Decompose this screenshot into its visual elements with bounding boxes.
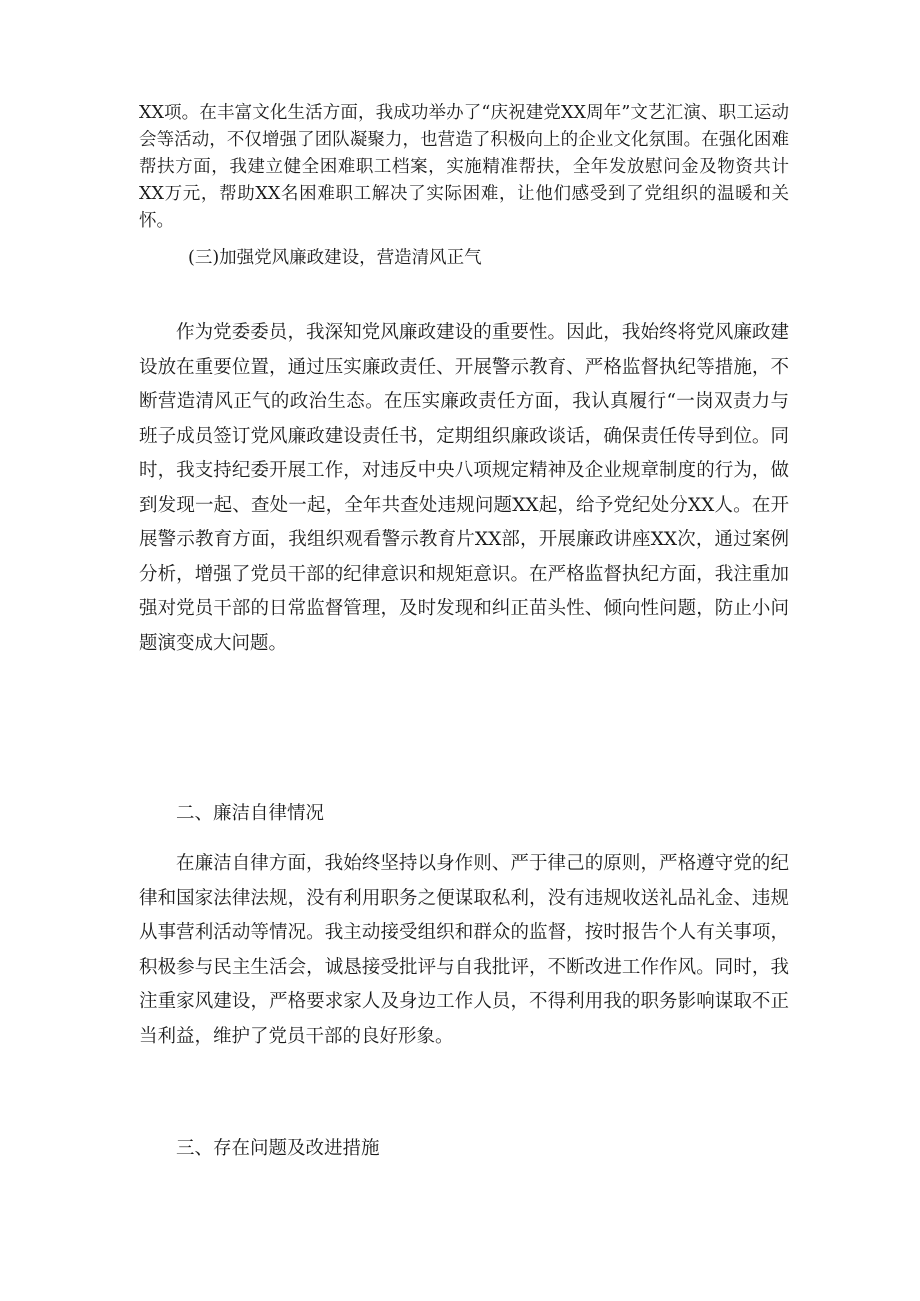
paragraph-self-discipline: 在廉洁自律方面，我始终坚持以身作则、严于律己的原则，严格遵守党的纪律和国家法律法规，没有利用职务之便谋取私利，没有违规收送礼品礼金、违规从事营利活动等情况。我主动接受组织和群众的监督，按时报告个人有关事项，积极参与民主生活会，诚恳接受批评与自我批评，不断改进工作作风。同时，我注重家风建设，严格要求家人及身边工作人员，不得利用我的职务影响谋取不正当利益，维护了党员干部的良好形象。 xyxy=(139,853,789,1047)
paragraph-intro: XX项。在丰富文化生活方面，我成功举办了“庆祝建党XX周年”文艺汇演、职工运动会等活动，不仅增强了团队凝聚力，也营造了积极向上的企业文化氛围。在强化困难帮扶方面，我建立健全困难职工档案，实施精准帮扶，全年发放慰问金及物资共计XX万元，帮助XX名困难职工解决了实际困难，让他们感受到了党组织的温暖和关怀。 xyxy=(139,103,789,231)
subheading-clean-governance: (三)加强党风廉政建设，营造清风正气 xyxy=(188,248,482,268)
paragraph-clean-governance: 作为党委委员，我深知党风廉政建设的重要性。因此，我始终将党风廉政建设放在重要位置，通过压实廉政责任、开展警示教育、严格监督执纪等措施，不断营造清风正气的政治生态。在压实廉政责任方面，我认真履行“一岗双责力与班子成员签订党风廉政建设责任书，定期组织廉政谈话，确保责任传导到位。同时，我支持纪委开展工作，对违反中央八项规定精神及企业规章制度的行为，做到发现一起、查处一起，全年共查处违规问题XX起，给予党纪处分XX人。在开展警示教育方面，我组织观看警示教育片XX部，开展廉政讲座XX次，通过案例分析，增强了党员干部的纪律意识和规矩意识。在严格监督执纪方面，我注重加强对党员干部的日常监督管理，及时发现和纠正苗头性、倾向性问题，防止小问题演变成大问题。 xyxy=(139,322,789,654)
section-heading-self-discipline: 二、廉洁自律情况 xyxy=(176,803,325,824)
section-heading-problems-improvements: 三、存在问题及改进措施 xyxy=(176,1138,380,1159)
